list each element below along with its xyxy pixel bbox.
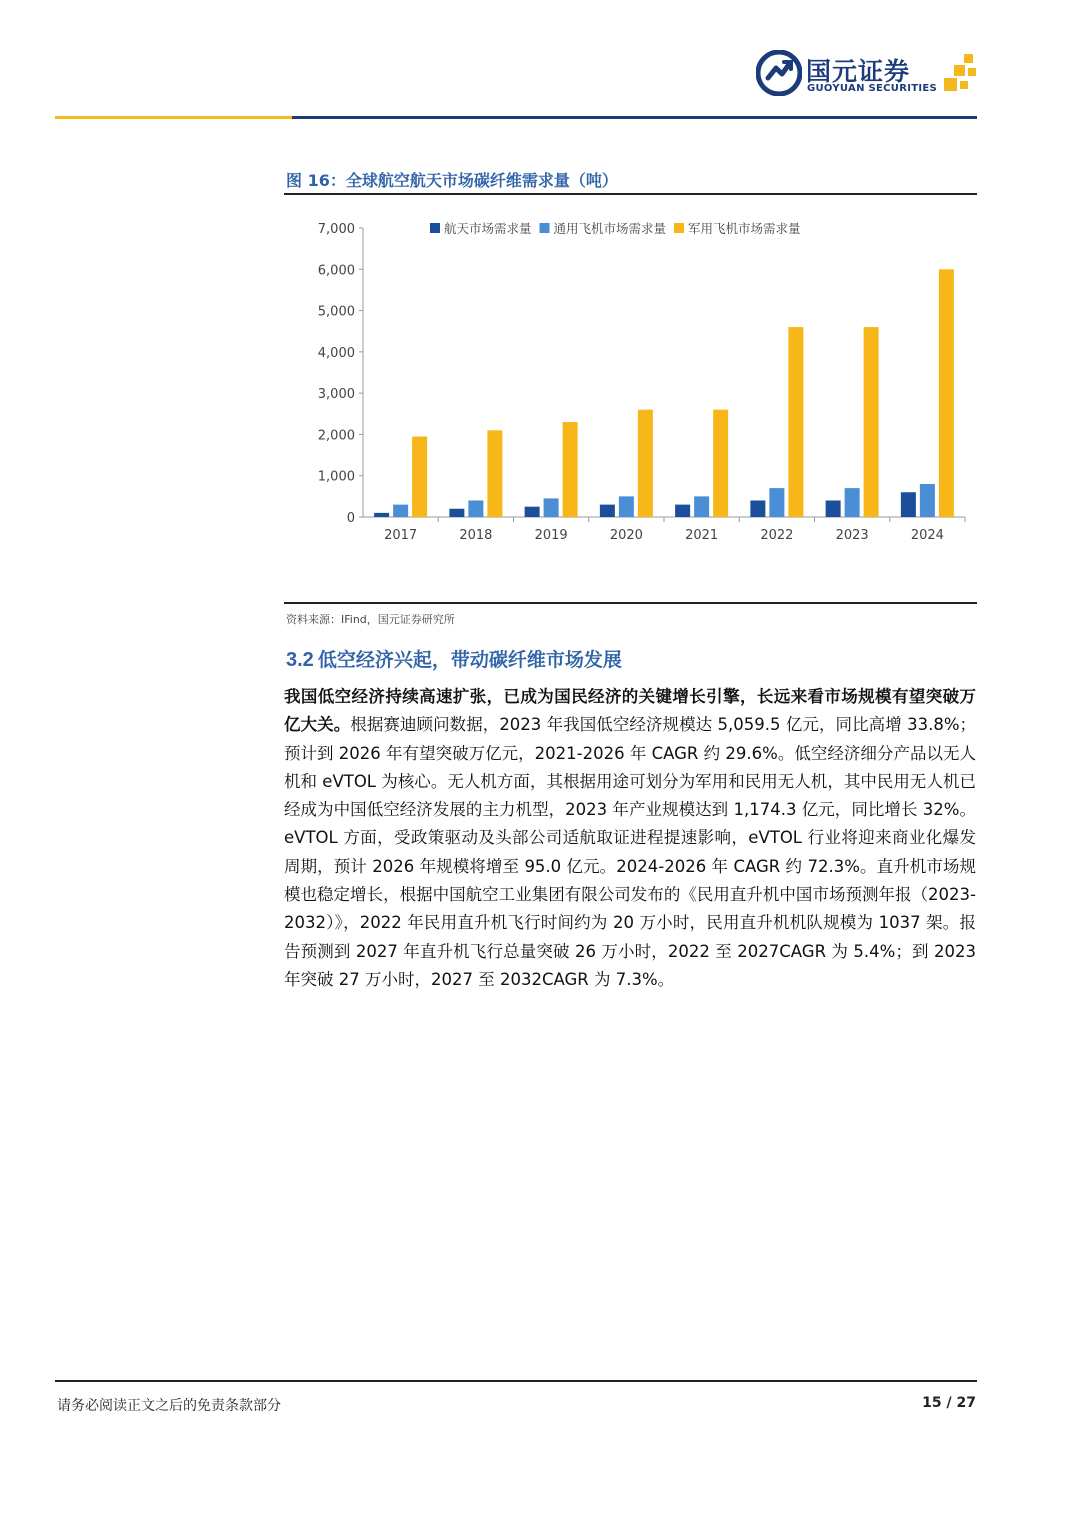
- bar-2020-series-1: [619, 496, 634, 517]
- section-heading: [286, 645, 622, 672]
- bar-2024-series-1: [920, 484, 935, 517]
- x-tick-label: 2018: [459, 528, 493, 543]
- body-lead-bold: 我国低空经济持续高速扩张，已成为国民经济的关键增长引擎，长远来看市场规模有望突破万亿大关。: [284, 687, 976, 735]
- y-tick-label: 4,000: [317, 345, 355, 361]
- logo-chinese-name: 国元证券: [806, 57, 911, 86]
- x-tick-label: 2021: [685, 528, 719, 543]
- bar-2021-series-1: [694, 496, 709, 517]
- page-number: 15 / 27: [922, 1395, 976, 1411]
- bar-chart: [284, 205, 977, 555]
- bar-2023-series-0: [826, 500, 841, 517]
- legend-label-0: 航天市场需求量: [444, 221, 532, 236]
- bar-2018-series-1: [468, 500, 483, 517]
- body-paragraph: [284, 683, 976, 994]
- section-number: 3.2: [286, 649, 314, 671]
- logo-squares-icon: [942, 54, 980, 94]
- source-rule: [284, 602, 977, 604]
- y-tick-label: 2,000: [317, 428, 355, 444]
- legend-swatch-2: [674, 223, 684, 233]
- bar-2018-series-2: [487, 430, 502, 517]
- bar-2023-series-2: [864, 327, 879, 517]
- y-tick-label: 0: [346, 511, 355, 526]
- x-tick-label: 2020: [609, 528, 643, 543]
- legend-label-2: 军用飞机市场需求量: [688, 221, 801, 236]
- chart-canvas: [284, 205, 977, 555]
- guoyuan-logo-icon: [756, 50, 802, 96]
- bar-2017-series-0: [374, 513, 389, 517]
- legend-swatch-0: [430, 223, 440, 233]
- bar-2021-series-0: [675, 505, 690, 517]
- bar-2024-series-2: [939, 269, 954, 517]
- bar-2020-series-0: [600, 505, 615, 517]
- figure-top-rule: [284, 193, 977, 195]
- bar-2021-series-2: [713, 410, 728, 517]
- legend-label-1: 通用飞机市场需求量: [553, 221, 667, 236]
- y-tick-label: 6,000: [317, 263, 355, 279]
- x-tick-label: 2022: [760, 528, 794, 543]
- bar-2018-series-0: [449, 509, 464, 517]
- x-tick-label: 2024: [910, 528, 944, 543]
- y-tick-label: 5,000: [317, 304, 355, 320]
- bar-2023-series-1: [845, 488, 860, 517]
- x-tick-label: 2023: [835, 528, 869, 543]
- header-rule-gold: [55, 116, 292, 119]
- bar-2017-series-2: [412, 436, 427, 517]
- bar-2019-series-0: [525, 507, 540, 517]
- bar-2022-series-1: [769, 488, 784, 517]
- bar-2024-series-0: [901, 492, 916, 517]
- bar-2022-series-2: [788, 327, 803, 517]
- figure-title: 图 16：全球航空航天市场碳纤维需求量（吨）: [286, 171, 618, 190]
- header-rule-blue: [292, 116, 977, 119]
- y-tick-label: 7,000: [317, 222, 355, 237]
- y-tick-label: 3,000: [317, 387, 355, 403]
- x-tick-label: 2019: [534, 528, 568, 543]
- body-text: 根据赛迪顾问数据，2023 年我国低空经济规模达 5,059.5 亿元，同比高增 33.8%；预计到 2026 年有望突破万亿元，2021-2026 年 CAGR 约 29.6%。低空经济细分产品以无人机和 eVTOL 为核心。无人机方面，其根据用途可划分为军用和民用无人机，其中民用无人机已经成为中国低空经济发展的主力机型，2023 年产业规模达到 1,174.3 亿元，同比增长 32%。eVTOL 方面，受政策驱动及头部公司适航取证进程提速影响，eVTOL 行业将迎来商业化爆发周期，预计 2026 年规模将增至 95.0 亿元。2024-2026 年 CAGR 约 72.3%。直升机市场规模也稳定增长，根据中国航空工业集团有限公司发布的《民用直升机中国市场预测年报（2023-2032）》，2022 年民用直升机飞行时间约为 20 万小时，民用直升机机队规模为 1037 架。报告预测到 2027 年直升机飞行总量突破 26 万小时，2022 至 2027CAGR 为 5.4%；到 2023 年突破 27 万小时，2027 至 2032CAGR 为 7.3%。: [284, 715, 976, 989]
- bar-2020-series-2: [638, 410, 653, 517]
- x-tick-label: 2017: [384, 528, 418, 543]
- bar-2019-series-2: [563, 422, 578, 517]
- footer-rule: [55, 1380, 977, 1382]
- y-tick-label: 1,000: [317, 469, 355, 485]
- company-logo: [756, 50, 981, 100]
- legend-swatch-1: [540, 223, 550, 233]
- logo-english-name: GUOYUAN SECURITIES: [807, 83, 938, 94]
- bar-2022-series-0: [750, 500, 765, 517]
- footer-disclaimer: 请务必阅读正文之后的免责条款部分: [57, 1398, 281, 1414]
- bar-2019-series-1: [544, 498, 559, 517]
- figure-source: 资料来源：IFind，国元证券研究所: [286, 613, 455, 626]
- section-title: 低空经济兴起，带动碳纤维市场发展: [317, 649, 622, 671]
- bar-2017-series-1: [393, 505, 408, 517]
